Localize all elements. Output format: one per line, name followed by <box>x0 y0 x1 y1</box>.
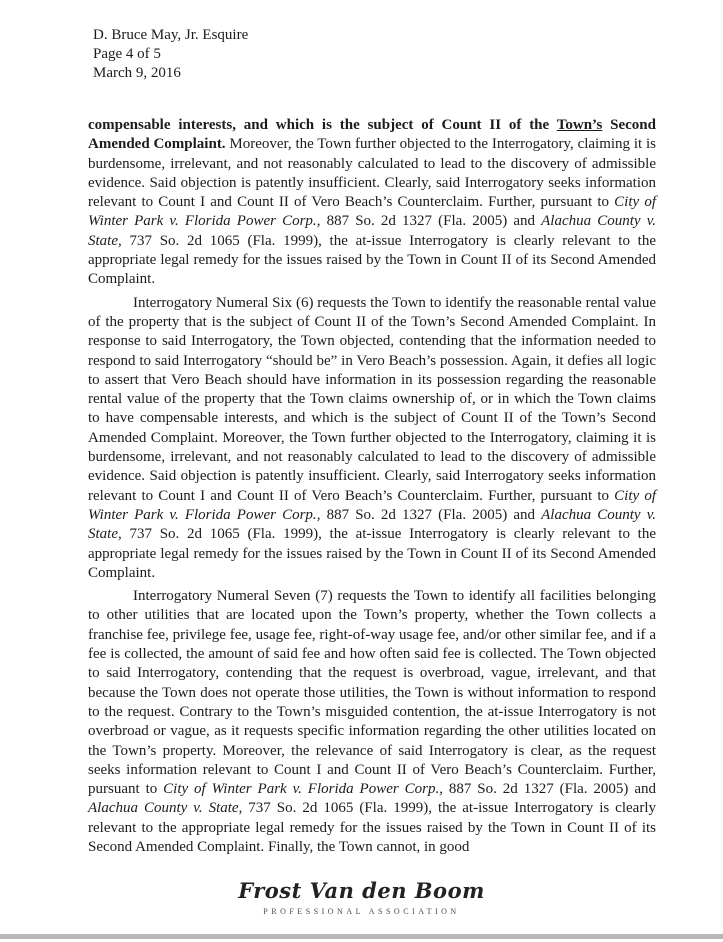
text-segment-normal: Interrogatory Numeral Seven (7) requests the Town to identify all facilities belonging to other utilities that are located upon the Town’s property, whether the Town collects a franchise fee, privilege fee, usage fee, right-of-way usage fee, and/or other similar fee, and if a fee is collected, the amount of said fee and how often said fee is collected. The Town objected to said Interrogatory, contending that the request is overbroad, vague, irrelevant, and that because the Town does not operate those utilities, the Town is without information to respond to the request. Contrary to the Town’s misguided contention, the at-issue Interrogatory is not overbroad or vague, as it requests specific information regarding the other utilities located on the Town’s property. Moreover, the relevance of said Interrogatory is clear, as the request seeks information relevant to Count I and Count II of Vero Beach’s Counterclaim. Further, pursuant to <box>88 588 656 798</box>
paragraph <box>88 294 656 583</box>
firm-subtitle: PROFESSIONAL ASSOCIATION <box>263 907 460 916</box>
text-segment-italic: City of Winter Park v. Florida Power Corp. <box>88 194 656 230</box>
text-segment-italic: Alachua County v. State <box>88 800 239 817</box>
text-segment-normal: , 887 So. 2d 1327 (Fla. 2005) and <box>316 213 542 230</box>
text-segment-normal: , 737 So. 2d 1065 (Fla. 1999), the at-issue Interrogatory is clearly relevant to the appropriate legal remedy for the issues raised by the Town in Count II of its Second Amended Complaint. <box>88 232 656 288</box>
text-segment-italic: City of Winter Park v. Florida Power Corp. <box>88 487 656 523</box>
text-segment-normal: , 737 So. 2d 1065 (Fla. 1999), the at-issue Interrogatory is clearly relevant to the appropriate legal remedy for the issues raised by the Town in Count II of its Second Amended Complaint. Finally, the Town cannot, in good <box>88 800 656 855</box>
recipient-line: D. Bruce May, Jr. Esquire <box>93 27 249 43</box>
letter-header <box>93 26 248 83</box>
firm-name: Frost Van den Boom <box>238 878 485 903</box>
letter-body <box>88 116 656 861</box>
paragraph <box>88 116 656 290</box>
text-segment-normal: , 887 So. 2d 1327 (Fla. 2005) and <box>439 781 656 798</box>
text-segment-italic: City of Winter Park v. Florida Power Corp. <box>163 781 440 798</box>
letter-footer <box>0 878 723 916</box>
text-segment-normal: Moreover, the Town further objected to the Interrogatory, claiming it is burdensome, irrelevant, and not reasonably calculated to lead to the discovery of admissible evidence. Said objection is patently insufficient. Clearly, said Interrogatory seeks information relevant to Count I and Count II of Vero Beach’s Counterclaim. Further, pursuant to <box>88 136 656 211</box>
text-segment-normal: Interrogatory Numeral Six (6) requests the Town to identify the reasonable rental value of the property that is the subject of Count II of the Town’s Second Amended Complaint. In response to said Interrogatory, the Town objected, contending that the information needed to respond to said Interrogatory “should be” in Vero Beach’s possession. Again, it defies all logic to assert that Vero Beach should have information in its possession regarding the reasonable rental value of the property that the Town claims ownership of, or in which the Town claims to have compensable interests, and which is the subject of Count II of the Town’s Second Amended Complaint. Moreover, the Town further objected to the Interrogatory, claiming it is burdensome, irrelevant, and not reasonably calculated to lead to the discovery of admissible evidence. Said objection is patently insufficient. Clearly, said Interrogatory seeks information relevant to Count I and Count II of Vero Beach’s Counterclaim. Further, pursuant to <box>88 294 656 504</box>
text-segment-bold-underline: Town’s <box>556 117 603 133</box>
text-segment-italic: Alachua County v. State <box>88 506 656 543</box>
page-number-line: Page 4 of 5 <box>93 46 161 62</box>
page-edge-shadow <box>0 934 723 939</box>
text-segment-bold: compensable interests, and which is the subject of Count II of the <box>88 117 557 133</box>
text-segment-normal: , 737 So. 2d 1065 (Fla. 1999), the at-issue Interrogatory is clearly relevant to the appropriate legal remedy for the issues raised by the Town in Count II of its Second Amended Complaint. <box>88 526 656 581</box>
date-line: March 9, 2016 <box>93 65 181 81</box>
paragraph <box>88 587 656 857</box>
text-segment-normal: , 887 So. 2d 1327 (Fla. 2005) and <box>316 506 542 523</box>
text-segment-bold: Second Amended Complaint. <box>88 117 656 153</box>
text-segment-italic: Alachua County v. State <box>88 213 656 249</box>
